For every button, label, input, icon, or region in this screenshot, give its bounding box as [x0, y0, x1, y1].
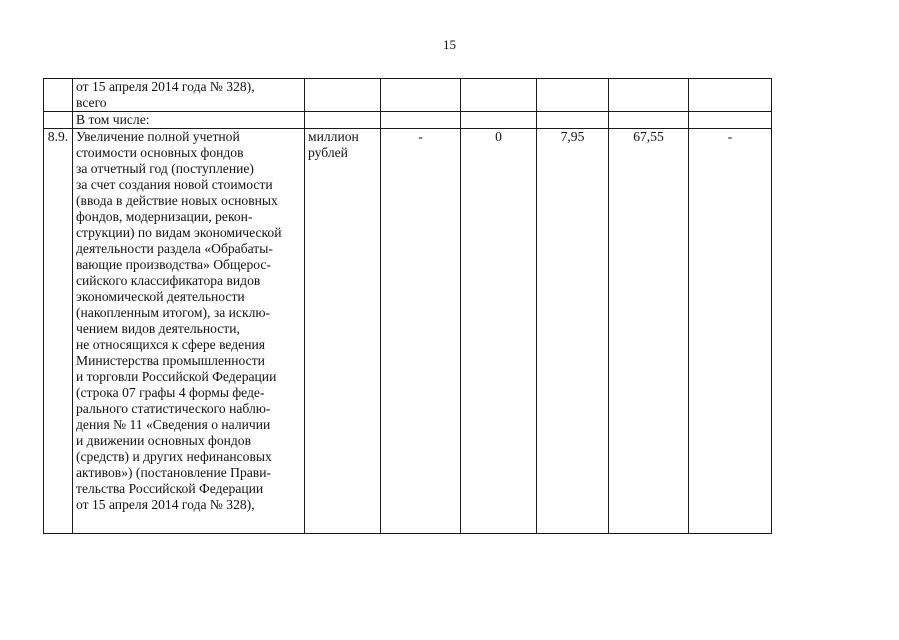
- description-line: струкции) по видам экономической: [76, 225, 282, 240]
- value-cell: [609, 112, 689, 129]
- page-number: 15: [443, 37, 456, 52]
- description-line: экономической деятельности: [76, 289, 245, 304]
- description-line: (строка 07 графы 4 формы феде-: [76, 385, 265, 400]
- value-cell: -: [689, 129, 772, 534]
- value-cell: [461, 112, 537, 129]
- value-cell: [537, 79, 609, 112]
- description-line: деятельности раздела «Обрабаты-: [76, 241, 273, 256]
- description-line: чением видов деятельности,: [76, 321, 240, 336]
- value-cell: [689, 79, 772, 112]
- unit-cell: [305, 79, 381, 112]
- description-line: (ввода в действие новых основных: [76, 193, 278, 208]
- description-line: стоимости основных фондов: [76, 145, 244, 160]
- description-line: и торговли Российской Федерации: [76, 369, 277, 384]
- table-row-continuation: [44, 79, 772, 112]
- description-line: за счет создания новой стоимости: [76, 177, 273, 192]
- value-cell: [537, 112, 609, 129]
- description-line: вающие производства» Общерос-: [76, 257, 271, 272]
- value-cell: 7,95: [537, 129, 609, 534]
- indicator-table: [43, 78, 772, 534]
- description-line: от 15 апреля 2014 года № 328),: [76, 79, 255, 94]
- description-line: активов») (постановление Прави-: [76, 465, 272, 480]
- including-label: В том числе:: [73, 112, 305, 129]
- description-line: всего: [76, 95, 107, 110]
- description-line: за отчетный год (поступление): [76, 161, 254, 176]
- unit-cell: [305, 112, 381, 129]
- value-cell: [381, 79, 461, 112]
- value-cell: 67,55: [609, 129, 689, 534]
- table-row-8-9: [44, 129, 772, 534]
- value-cell: [381, 112, 461, 129]
- row-number-cell: [44, 79, 73, 112]
- description-line: фондов, модернизации, рекон-: [76, 209, 253, 224]
- description-line: (накопленным итогом), за исклю-: [76, 305, 271, 320]
- description-line: Увеличение полной учетной: [76, 129, 240, 144]
- row-number: 8.9.: [44, 129, 73, 534]
- description-line: и движении основных фондов: [76, 433, 252, 448]
- description-cell: [73, 129, 305, 534]
- description-line: дения № 11 «Сведения о наличии: [76, 417, 271, 432]
- description-cell: [73, 79, 305, 112]
- value-cell: [609, 79, 689, 112]
- description-line: не относящихся к сфере ведения: [76, 337, 266, 352]
- description-line: от 15 апреля 2014 года № 328),: [76, 497, 255, 512]
- description-line: Министерства промышленности: [76, 353, 265, 368]
- description-line: тельства Российской Федерации: [76, 481, 264, 496]
- value-cell: [461, 79, 537, 112]
- unit-line: рублей: [308, 145, 348, 160]
- unit-cell: [305, 129, 381, 534]
- unit-line: миллион: [308, 129, 359, 144]
- value-cell: [689, 112, 772, 129]
- row-number-cell: [44, 112, 73, 129]
- description-line: (средств) и других нефинансовых: [76, 449, 272, 464]
- description-line: рального статистического наблю-: [76, 401, 271, 416]
- value-cell: 0: [461, 129, 537, 534]
- description-line: сийского классификатора видов: [76, 273, 261, 288]
- value-cell: -: [381, 129, 461, 534]
- table-row-including: [44, 112, 772, 129]
